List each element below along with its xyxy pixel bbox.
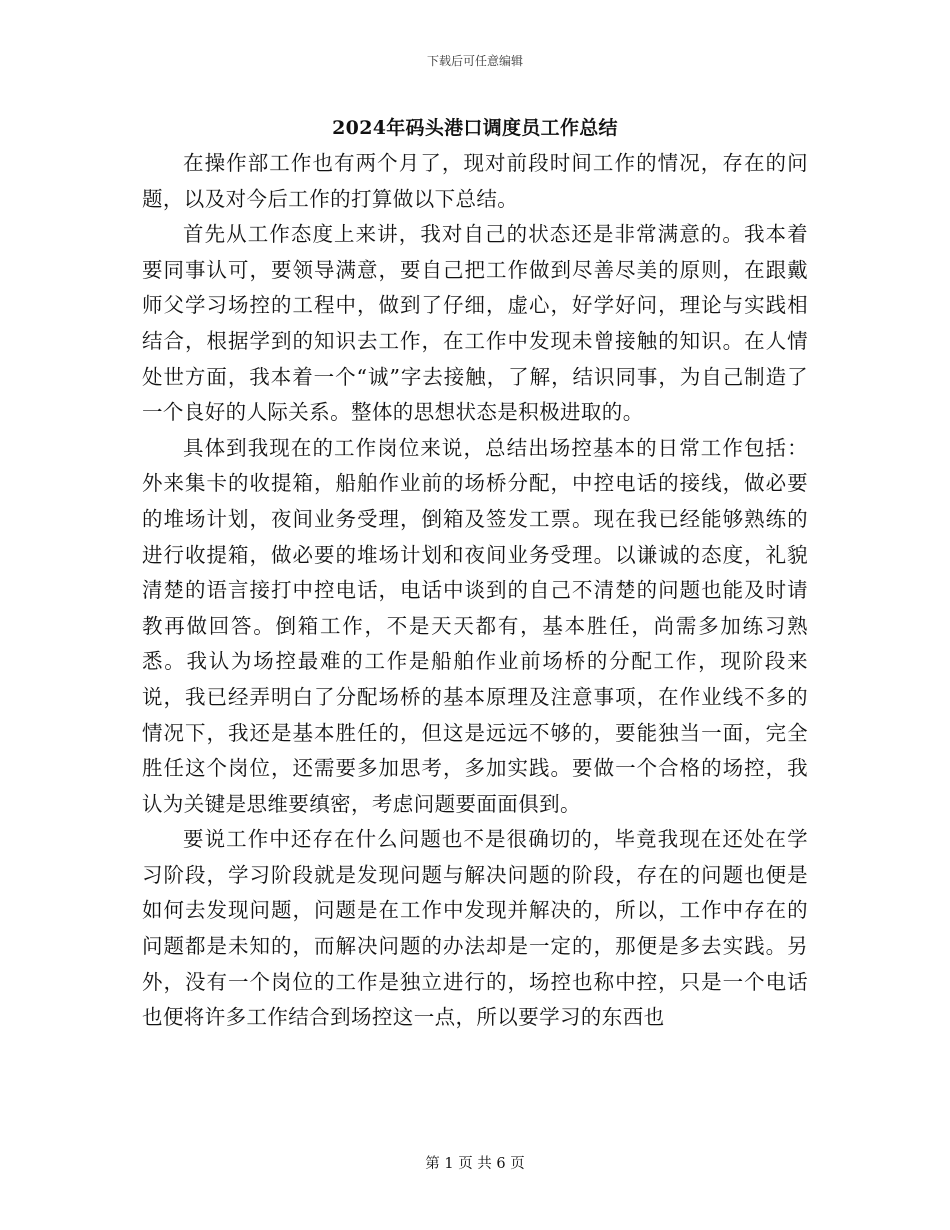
paragraph: 要说工作中还存在什么问题也不是很确切的，毕竟我现在还处在学习阶段，学习阶段就是发现问题与解决问题的阶段，存在的问题也便是如何去发现问题，问题是在工作中发现并解决的，所以，工作中存在的问题都是未知的，而解决问题的办法却是一定的，那便是多去实践。另外，没有一个岗位的工作是独立进行的，场控也称中控，只是一个电话也便将许多工作结合到场控这一点，所以要学习的东西也	[142, 827, 808, 1030]
paragraph: 首先从工作态度上来讲，我对自己的状态还是非常满意的。我本着要同事认可，要领导满意，要自己把工作做到尽善尽美的原则，在跟戴师父学习场控的工程中，做到了仔细，虚心，好学好问，理论与实践相结合，根据学到的知识去工作，在工作中发现未曾接触的知识。在人情处世方面，我本着一个“诚”字去接触，了解，结识同事，为自己制造了一个良好的人际关系。整体的思想状态是积极进取的。	[142, 222, 808, 425]
paragraph: 在操作部工作也有两个月了，现对前段时间工作的情况，存在的问题，以及对今后工作的打算做以下总结。	[142, 151, 808, 211]
page-number: 第 1 页 共 6 页	[425, 1156, 525, 1172]
document-title: 2024年码头港口调度员工作总结	[332, 117, 618, 139]
document-body	[142, 146, 808, 1036]
header-note: 下载后可任意编辑	[426, 54, 523, 68]
paragraph: 具体到我现在的工作岗位来说，总结出场控基本的日常工作包括：外来集卡的收提箱，船舶作业前的场桥分配，中控电话的接线，做必要的堆场计划，夜间业务受理，倒箱及签发工票。现在我已经能够熟练的进行收提箱，做必要的堆场计划和夜间业务受理。以谦诚的态度，礼貌清楚的语言接打中控电话，电话中谈到的自己不清楚的问题也能及时请教再做回答。倒箱工作，不是天天都有，基本胜任，尚需多加练习熟悉。我认为场控最难的工作是船舶作业前场桥的分配工作，现阶段来说，我已经弄明白了分配场桥的基本原理及注意事项，在作业线不多的情况下，我还是基本胜任的，但这是远远不够的，要能独当一面，完全胜任这个岗位，还需要多加思考，多加实践。要做一个合格的场控，我认为关键是思维要缜密，考虑问题要面面俱到。	[142, 435, 808, 816]
